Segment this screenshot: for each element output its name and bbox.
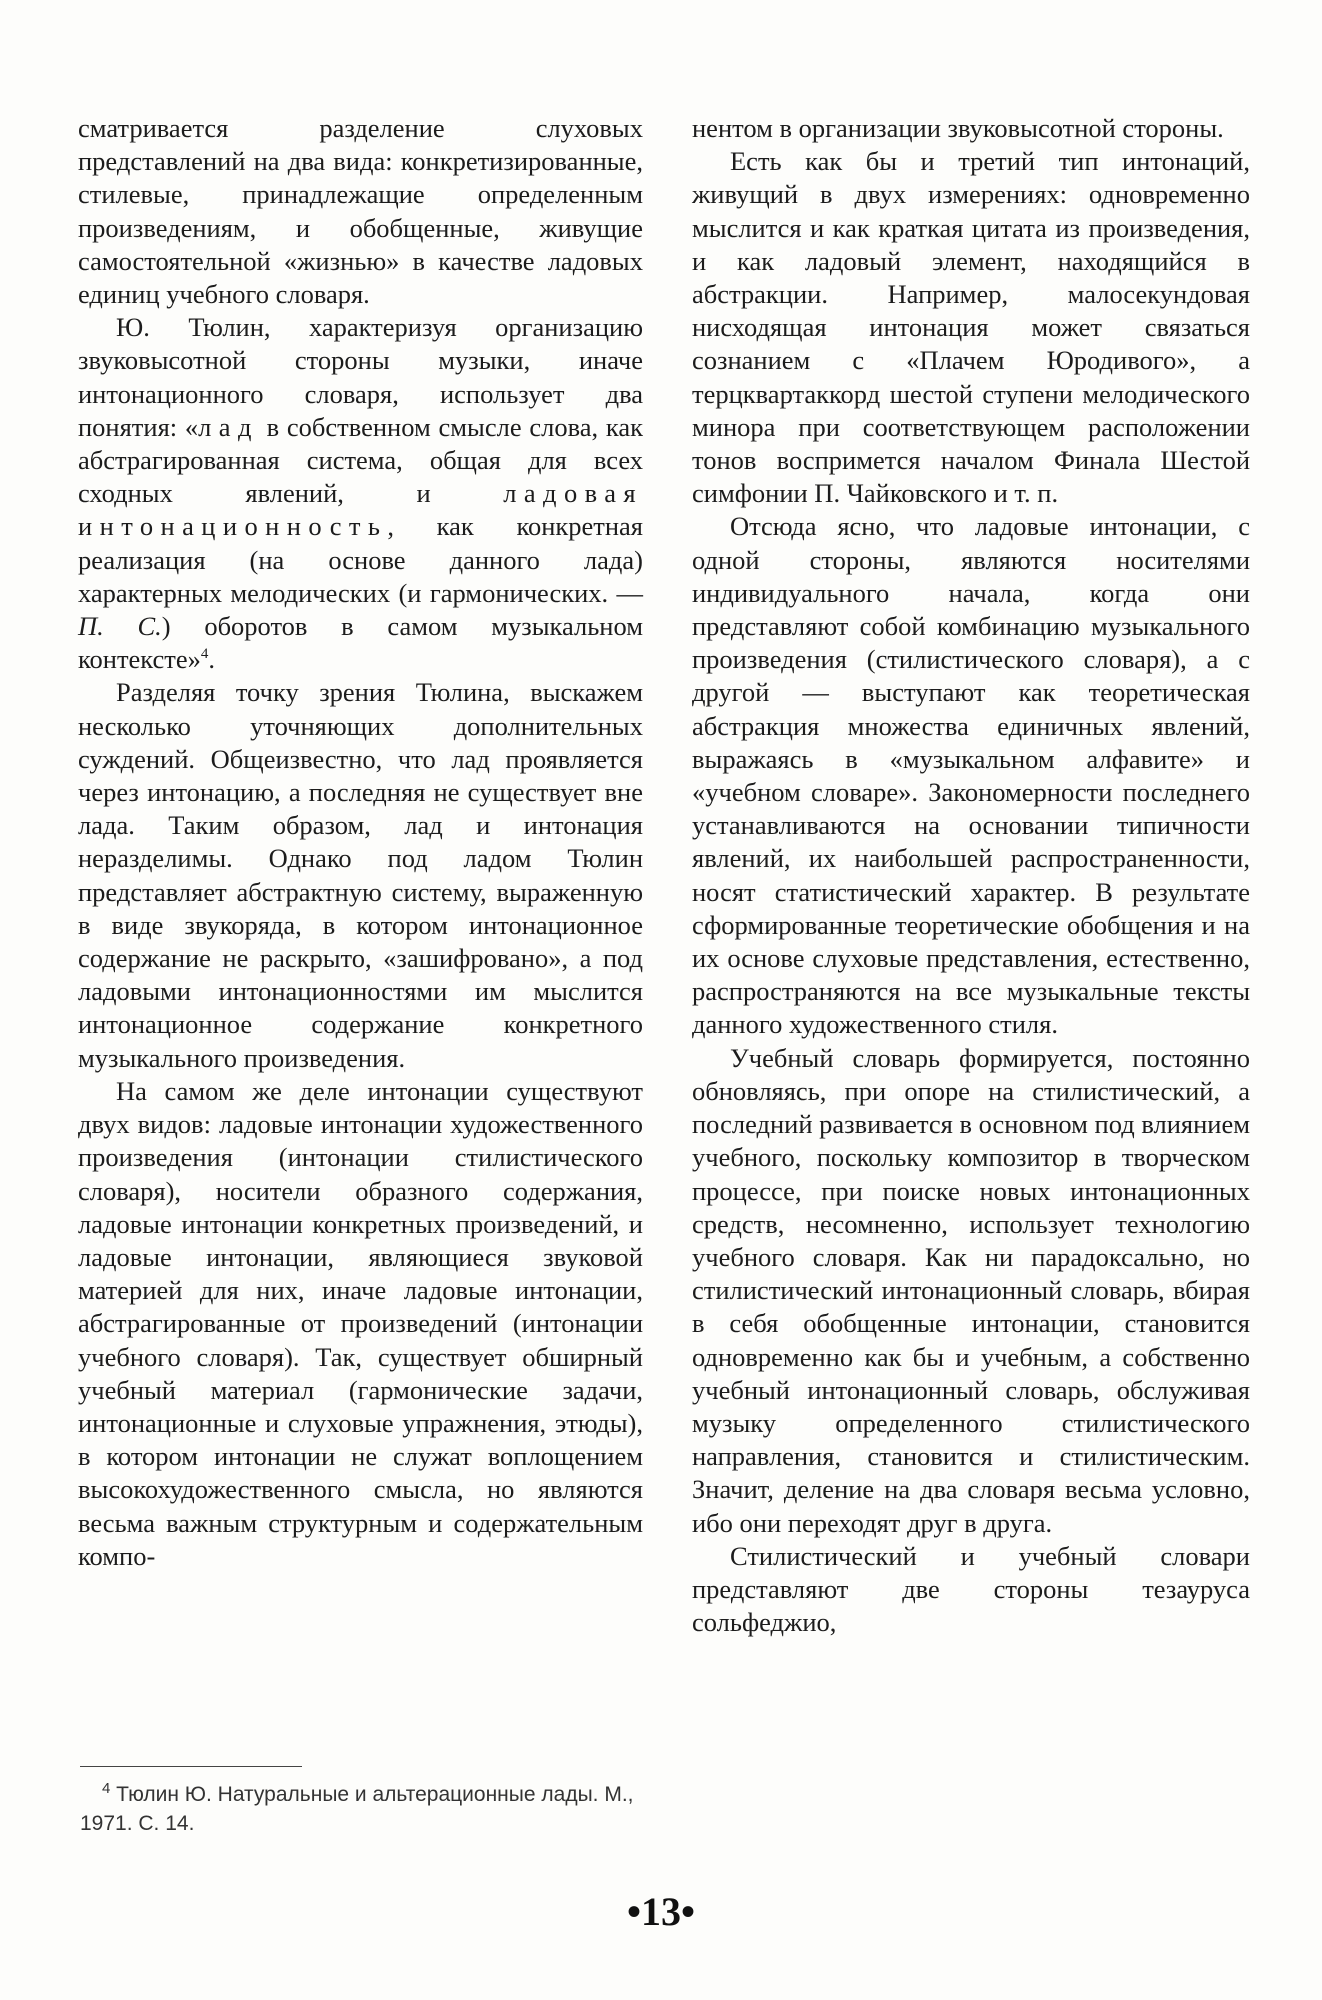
paragraph: сматривается разделение слуховых представлений на два вида: конкретизированные, стилевые, принадлежащие определенным произведениям, и обобщенные, живущие самостоятельной «жизнью» в качестве ладовых единиц учебного словаря. xyxy=(78,113,643,310)
page-number: •13• xyxy=(626,1889,695,1934)
footnote-divider xyxy=(80,1766,302,1767)
paragraph: Ю. Тюлин, характеризуя организацию звуковысотной стороны музыки, иначе интонационного словаря, использует два понятия: «лад в собственном смысле слова, как абстрагированная система, общая для всех сходных явлений, и ладовая интонационность, как конкретная реализация (на основе данного лада) характерных мелодических (и гармонических. — П. С.) оборотов в самом музыкальном контексте»$^4$. xyxy=(78,312,644,675)
paragraph: Учебный словарь формируется, постоянно обновляясь, при опоре на стилистический, а последний развивается в основном под влиянием учебного, поскольку композитор в творческом процессе, при поиске новых интонационных средств, несомненно, использует технологию учебного словаря. Как ни парадоксально, но стилистический интонационный словарь, вбирая в себя обобщенные интонации, становится одновременно как бы и учебным, а собственно учебный интонационный словарь, обслуживая музыку определенного стилистического направления, становится и стилистическим. Значит, деление на два словаря весьма условно, ибо они переходят друг в друга. xyxy=(692,1042,1250,1538)
spaced-term: лад xyxy=(198,411,259,442)
spaced-term: ладовая интонационность xyxy=(78,478,643,542)
paragraph: Есть как бы и третий тип интонаций, живущий в двух измерениях: одновременно мыслится и как краткая цитата из произведения, и как ладовый элемент, находящийся в абстракции. Например, малосекундовая нисходящая интонация может связаться сознанием с «Плачем Юродивого», а терцквартаккорд шестой ступени мелодического минора при соответствующем расположении тонов воспримется началом Финала Шестой симфонии П. Чайковского и т. п. xyxy=(692,146,1250,509)
paragraph: Стилистический и учебный словари представляют две стороны тезауруса сольфеджио, xyxy=(692,1540,1250,1638)
paragraph: нентом в организации звуковысотной стороны. xyxy=(692,113,1224,143)
footnote xyxy=(80,1780,650,1838)
paragraph: Разделяя точку зрения Тюлина, выскажем несколько уточняющих дополнительных суждений. Общеизвестно, что лад проявляется через интонацию, а последняя не существует вне лада. Таким образом, лад и интонация неразделимы. Однако под ладом Тюлин представляет абстрактную систему, выраженную в виде звукоряда, в котором интонационное содержание не раскрыто, «зашифровано», а под ладовыми интонационностями им мыслится интонационное содержание конкретного музыкального произведения. xyxy=(78,677,643,1073)
right-column xyxy=(692,112,1250,1639)
footnote-marker: 4 xyxy=(102,1780,111,1797)
paragraph: Отсюда ясно, что ладовые интонации, с одной стороны, являются носителями индивидуального начала, когда они представляют собой комбинацию музыкального произведения (стилистического словаря), а с другой — выступают как теоретическая абстракция множества единичных явлений, выражаясь в «музыкальном алфавите» и «учебном словаре». Закономерности последнего устанавливаются на основании типичности явлений, их наибольшей распространенности, носят статистический характер. В результате сформированные теоретические обобщения и на их основе слуховые представления, естественно, распространяются на все музыкальные тексты данного художественного стиля. xyxy=(692,511,1250,1040)
paragraph: На самом же деле интонации существуют двух видов: ладовые интонации художественного произведения (интонации стилистического словаря), носители образного содержания, ладовые интонации конкретных произведений, и ладовые интонации, являющиеся звуковой материей для них, иначе ладовые интонации, абстрагированные от произведений (интонации учебного словаря). Так, существует обширный учебный материал (гармонические задачи, интонационные и слуховые упражнения, этюды), в котором интонации не служат воплощением высокохудожественного смысла, но являются весьма важным структурным и содержательным компо- xyxy=(78,1075,643,1571)
author-initials: П. С. xyxy=(78,611,162,642)
footnote-reference[interactable]: 4 xyxy=(200,646,209,663)
left-column xyxy=(78,112,643,1573)
footnote-text: Тюлин Ю. Натуральные и альтерационные лады. М., 1971. С. 14. xyxy=(80,1783,634,1835)
